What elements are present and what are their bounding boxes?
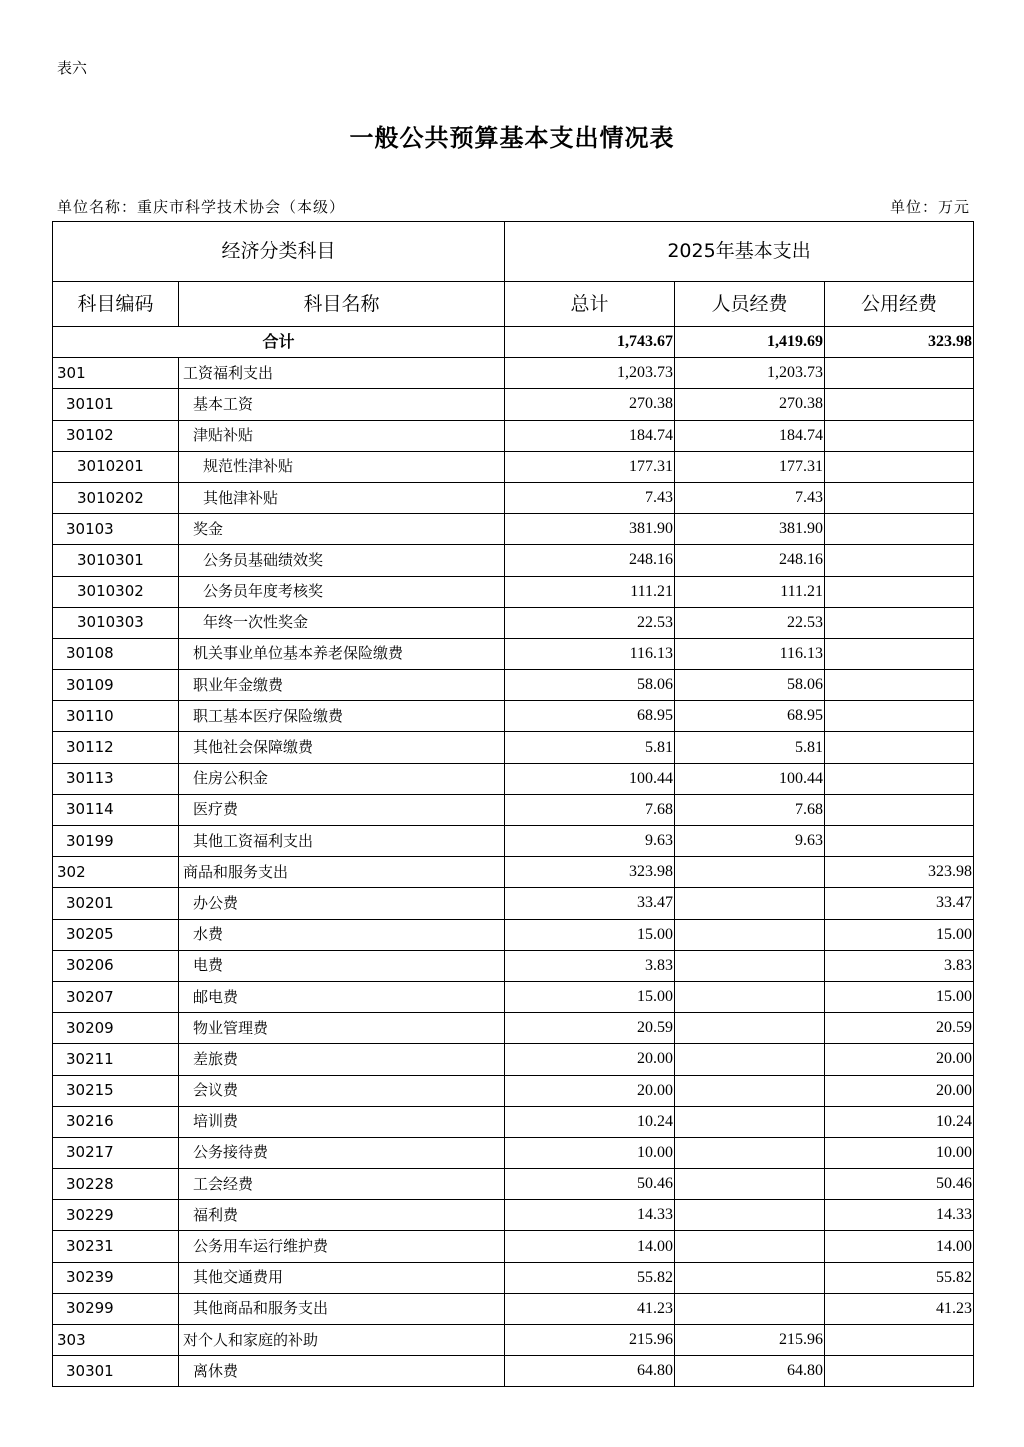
row-personnel [675,919,825,950]
row-personnel: 177.31 [675,451,825,482]
header-row-columns [53,282,974,327]
header-economic-classification: 经济分类科目 [53,222,505,282]
table-row [53,732,974,763]
row-total: 22.53 [505,607,675,638]
table-row [53,763,974,794]
row-public [825,763,974,794]
row-code: 30216 [53,1106,179,1137]
row-name: 会议费 [179,1075,505,1106]
row-code: 3010301 [53,545,179,576]
header-name: 科目名称 [179,282,505,327]
row-code: 30101 [53,389,179,420]
total-public: 323.98 [825,327,974,358]
row-name: 培训费 [179,1106,505,1137]
row-name: 公务员年度考核奖 [179,576,505,607]
row-public: 50.46 [825,1169,974,1200]
table-row [53,857,974,888]
row-total: 15.00 [505,919,675,950]
row-code: 30201 [53,888,179,919]
row-code: 30215 [53,1075,179,1106]
row-name: 邮电费 [179,981,505,1012]
row-name: 其他社会保障缴费 [179,732,505,763]
row-total: 3.83 [505,950,675,981]
row-total: 15.00 [505,981,675,1012]
row-personnel: 215.96 [675,1325,825,1356]
header-total: 总计 [505,282,675,327]
row-code: 301 [53,358,179,389]
row-total: 111.21 [505,576,675,607]
row-code: 3010201 [53,451,179,482]
row-code: 30299 [53,1293,179,1324]
row-personnel: 100.44 [675,763,825,794]
row-public [825,826,974,857]
row-public [825,545,974,576]
row-public: 10.24 [825,1106,974,1137]
row-total: 33.47 [505,888,675,919]
row-name: 其他工资福利支出 [179,826,505,857]
row-total: 68.95 [505,701,675,732]
row-personnel [675,1262,825,1293]
row-name: 职工基本医疗保险缴费 [179,701,505,732]
row-personnel: 64.80 [675,1356,825,1387]
header-public: 公用经费 [825,282,974,327]
table-row [53,981,974,1012]
row-code: 30205 [53,919,179,950]
row-code: 30206 [53,950,179,981]
row-name: 住房公积金 [179,763,505,794]
row-public: 15.00 [825,919,974,950]
row-public: 20.59 [825,1013,974,1044]
row-public [825,358,974,389]
row-code: 30229 [53,1200,179,1231]
row-personnel [675,857,825,888]
row-personnel [675,1169,825,1200]
row-code: 30239 [53,1262,179,1293]
row-name: 其他津补贴 [179,482,505,513]
row-name: 公务接待费 [179,1137,505,1168]
row-code: 30108 [53,638,179,669]
row-public: 41.23 [825,1293,974,1324]
table-row [53,826,974,857]
row-name: 水费 [179,919,505,950]
row-code: 30209 [53,1013,179,1044]
table-row [53,1200,974,1231]
row-total: 10.00 [505,1137,675,1168]
row-code: 30228 [53,1169,179,1200]
row-total: 270.38 [505,389,675,420]
row-public [825,794,974,825]
table-label: 表六 [57,59,88,77]
row-public [825,482,974,513]
row-total: 177.31 [505,451,675,482]
row-public: 15.00 [825,981,974,1012]
budget-table [52,221,974,1387]
row-name: 年终一次性奖金 [179,607,505,638]
row-code: 30231 [53,1231,179,1262]
table-row [53,607,974,638]
row-name: 其他交通费用 [179,1262,505,1293]
table-row [53,482,974,513]
total-personnel: 1,419.69 [675,327,825,358]
row-personnel [675,1106,825,1137]
row-personnel: 7.68 [675,794,825,825]
table-row [53,1106,974,1137]
row-code: 3010202 [53,482,179,513]
page-title: 一般公共预算基本支出情况表 [349,123,675,152]
header-basic-expenditure-2025: 2025年基本支出 [505,222,974,282]
row-code: 3010302 [53,576,179,607]
table-row [53,1231,974,1262]
row-name: 工资福利支出 [179,358,505,389]
row-code: 302 [53,857,179,888]
row-total: 14.00 [505,1231,675,1262]
table-row [53,888,974,919]
row-code: 30103 [53,514,179,545]
row-public [825,389,974,420]
header-personnel: 人员经费 [675,282,825,327]
row-name: 工会经费 [179,1169,505,1200]
row-public: 323.98 [825,857,974,888]
row-name: 商品和服务支出 [179,857,505,888]
row-public: 14.00 [825,1231,974,1262]
table-row [53,358,974,389]
row-public: 20.00 [825,1044,974,1075]
row-code: 3010303 [53,607,179,638]
row-public: 3.83 [825,950,974,981]
table-row [53,1325,974,1356]
header-row-group [53,222,974,282]
row-personnel [675,1231,825,1262]
row-personnel: 381.90 [675,514,825,545]
row-total: 184.74 [505,420,675,451]
row-code: 30113 [53,763,179,794]
row-name: 其他商品和服务支出 [179,1293,505,1324]
table-row [53,576,974,607]
row-personnel [675,1137,825,1168]
row-public [825,514,974,545]
row-public [825,451,974,482]
table-row [53,1013,974,1044]
row-name: 福利费 [179,1200,505,1231]
row-total: 20.00 [505,1044,675,1075]
row-personnel: 248.16 [675,545,825,576]
row-total: 14.33 [505,1200,675,1231]
row-personnel: 111.21 [675,576,825,607]
row-total: 7.43 [505,482,675,513]
table-row [53,1293,974,1324]
row-name: 医疗费 [179,794,505,825]
row-name: 离休费 [179,1356,505,1387]
row-personnel: 9.63 [675,826,825,857]
row-total: 55.82 [505,1262,675,1293]
row-total: 5.81 [505,732,675,763]
table-row [53,1262,974,1293]
row-code: 30109 [53,670,179,701]
row-name: 机关事业单位基本养老保险缴费 [179,638,505,669]
table-row [53,1356,974,1387]
row-public [825,420,974,451]
row-code: 30110 [53,701,179,732]
total-label: 合计 [53,327,505,358]
row-name: 职业年金缴费 [179,670,505,701]
row-personnel: 184.74 [675,420,825,451]
row-personnel: 270.38 [675,389,825,420]
row-public: 33.47 [825,888,974,919]
row-personnel: 22.53 [675,607,825,638]
row-total: 20.59 [505,1013,675,1044]
row-public: 55.82 [825,1262,974,1293]
row-name: 公务用车运行维护费 [179,1231,505,1262]
row-total: 9.63 [505,826,675,857]
row-public: 10.00 [825,1137,974,1168]
row-total: 20.00 [505,1075,675,1106]
row-code: 30102 [53,420,179,451]
row-public [825,576,974,607]
row-personnel: 7.43 [675,482,825,513]
table-row [53,638,974,669]
row-personnel [675,1075,825,1106]
row-total: 1,203.73 [505,358,675,389]
row-code: 30199 [53,826,179,857]
row-personnel [675,888,825,919]
row-public [825,732,974,763]
row-personnel: 68.95 [675,701,825,732]
row-name: 公务员基础绩效奖 [179,545,505,576]
row-total: 58.06 [505,670,675,701]
row-code: 30217 [53,1137,179,1168]
row-total: 100.44 [505,763,675,794]
row-public: 20.00 [825,1075,974,1106]
row-personnel [675,981,825,1012]
row-public [825,701,974,732]
table-row [53,1075,974,1106]
row-total: 7.68 [505,794,675,825]
table-row [53,1044,974,1075]
row-name: 物业管理费 [179,1013,505,1044]
table-row [53,1169,974,1200]
unit-label: 单位：万元 [889,198,970,216]
row-name: 办公费 [179,888,505,919]
row-personnel: 5.81 [675,732,825,763]
row-public [825,1325,974,1356]
row-code: 30114 [53,794,179,825]
row-public [825,607,974,638]
unit-name: 单位名称：重庆市科学技术协会（本级） [57,198,346,216]
row-total: 41.23 [505,1293,675,1324]
row-code: 30301 [53,1356,179,1387]
row-name: 电费 [179,950,505,981]
row-total: 215.96 [505,1325,675,1356]
table-row [53,514,974,545]
row-public [825,638,974,669]
row-total: 381.90 [505,514,675,545]
row-public: 14.33 [825,1200,974,1231]
table-row [53,545,974,576]
row-name: 基本工资 [179,389,505,420]
row-name: 差旅费 [179,1044,505,1075]
table-row [53,420,974,451]
table-row [53,670,974,701]
table-row [53,1137,974,1168]
row-personnel [675,1293,825,1324]
row-code: 30207 [53,981,179,1012]
table-row [53,451,974,482]
row-personnel: 58.06 [675,670,825,701]
row-code: 30112 [53,732,179,763]
row-total: 64.80 [505,1356,675,1387]
row-personnel: 1,203.73 [675,358,825,389]
row-public [825,1356,974,1387]
row-personnel [675,1044,825,1075]
row-name: 津贴补贴 [179,420,505,451]
row-total: 248.16 [505,545,675,576]
row-name: 规范性津补贴 [179,451,505,482]
total-total: 1,743.67 [505,327,675,358]
table-row [53,794,974,825]
row-total: 116.13 [505,638,675,669]
row-total: 323.98 [505,857,675,888]
table-row [53,701,974,732]
row-total: 50.46 [505,1169,675,1200]
row-code: 303 [53,1325,179,1356]
row-code: 30211 [53,1044,179,1075]
table-row [53,389,974,420]
table-row [53,919,974,950]
row-total: 10.24 [505,1106,675,1137]
row-name: 对个人和家庭的补助 [179,1325,505,1356]
table-row [53,950,974,981]
row-name: 奖金 [179,514,505,545]
row-personnel [675,1200,825,1231]
total-row [53,327,974,358]
row-public [825,670,974,701]
row-personnel [675,1013,825,1044]
row-personnel: 116.13 [675,638,825,669]
header-code: 科目编码 [53,282,179,327]
row-personnel [675,950,825,981]
